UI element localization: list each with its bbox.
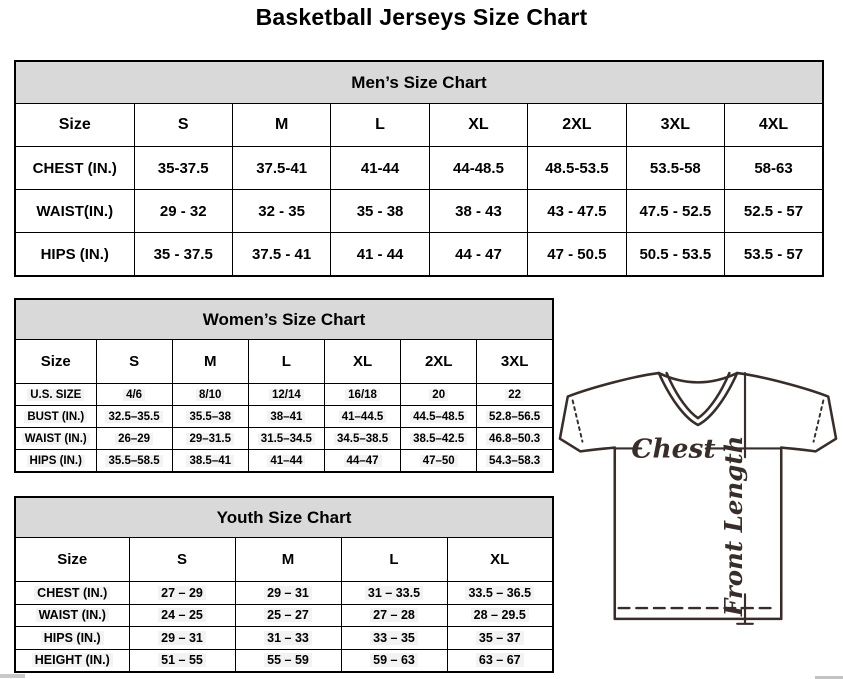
value-cell — [341, 649, 447, 672]
cell-text: 34.5–38.5 — [334, 433, 391, 445]
value-cell — [172, 428, 248, 450]
size-header-cell: S — [96, 340, 172, 384]
cell-text: HIPS (IN.) — [41, 631, 104, 645]
cell-text: 31.5–34.5 — [258, 433, 315, 445]
value-cell: 29 - 32 — [134, 190, 232, 233]
table-title: Men’s Size Chart — [15, 61, 823, 104]
row-label-cell — [15, 450, 96, 473]
value-cell: 48.5-53.5 — [528, 147, 626, 190]
value-cell: 35 - 37.5 — [134, 233, 232, 277]
table-row — [15, 406, 553, 428]
table-row — [15, 604, 553, 627]
front-length-label: Front Length — [719, 435, 749, 617]
jersey-measurement-diagram — [556, 362, 840, 674]
cell-text: WAIST (IN.) — [22, 433, 90, 445]
cell-text: HEIGHT (IN.) — [32, 653, 113, 667]
size-header-cell: Size — [15, 538, 129, 582]
table-row — [15, 384, 553, 406]
cell-text: 31 – 33 — [264, 631, 312, 645]
size-header-cell: Size — [15, 340, 96, 384]
cell-text: 35 – 37 — [476, 631, 524, 645]
value-cell — [447, 604, 553, 627]
size-header-cell: 4XL — [725, 104, 823, 147]
cell-text: 27 – 29 — [158, 586, 206, 600]
value-cell: 47.5 - 52.5 — [626, 190, 724, 233]
size-header-cell: XL — [429, 104, 527, 147]
value-cell — [235, 649, 341, 672]
mens-size-table — [14, 60, 824, 277]
value-cell — [129, 582, 235, 605]
value-cell: 47 - 50.5 — [528, 233, 626, 277]
value-cell — [172, 450, 248, 473]
cell-text: 12/14 — [269, 389, 304, 401]
cell-text: 38.5–41 — [186, 455, 234, 467]
womens-size-table — [14, 298, 554, 473]
value-cell — [235, 582, 341, 605]
horizontal-scrollbar-fragment-left[interactable] — [0, 674, 25, 678]
size-header-cell: Size — [15, 104, 134, 147]
value-cell: 43 - 47.5 — [528, 190, 626, 233]
table-row — [15, 190, 823, 233]
table-title-row — [15, 61, 823, 104]
cell-text: 28 – 29.5 — [471, 608, 529, 622]
cell-text: 35.5–58.5 — [105, 455, 162, 467]
value-cell — [96, 428, 172, 450]
table-row — [15, 233, 823, 277]
cell-text: WAIST (IN.) — [36, 608, 109, 622]
size-header-cell: XL — [324, 340, 400, 384]
value-cell: 38 - 43 — [429, 190, 527, 233]
value-cell: 50.5 - 53.5 — [626, 233, 724, 277]
value-cell — [248, 450, 324, 473]
cell-text: 41–44.5 — [339, 411, 387, 423]
value-cell — [324, 406, 400, 428]
table-row — [15, 450, 553, 473]
size-header-cell: 2XL — [528, 104, 626, 147]
value-cell — [172, 406, 248, 428]
value-cell — [324, 450, 400, 473]
cell-text: 33.5 – 36.5 — [465, 586, 534, 600]
cell-text: BUST (IN.) — [24, 411, 87, 423]
cell-text: 59 – 63 — [370, 653, 418, 667]
value-cell — [235, 627, 341, 650]
value-cell — [324, 428, 400, 450]
value-cell — [341, 604, 447, 627]
cell-text: 32.5–35.5 — [105, 411, 162, 423]
size-header-row — [15, 340, 553, 384]
page-title: Basketball Jerseys Size Chart — [255, 4, 588, 30]
row-label-cell — [15, 428, 96, 450]
cell-text: 47–50 — [420, 455, 458, 467]
value-cell — [235, 604, 341, 627]
value-cell — [129, 604, 235, 627]
cell-text: 35.5–38 — [186, 411, 234, 423]
size-header-cell: M — [232, 104, 330, 147]
value-cell — [96, 406, 172, 428]
cell-text: 41–44 — [267, 455, 305, 467]
jersey-outline — [560, 373, 836, 619]
value-cell — [401, 384, 477, 406]
cell-text: U.S. SIZE — [27, 389, 84, 401]
value-cell: 35 - 38 — [331, 190, 429, 233]
value-cell: 53.5 - 57 — [725, 233, 823, 277]
cell-text: 38–41 — [267, 411, 305, 423]
value-cell — [248, 406, 324, 428]
table-row — [15, 627, 553, 650]
value-cell: 44 - 47 — [429, 233, 527, 277]
table-row — [15, 147, 823, 190]
value-cell: 41-44 — [331, 147, 429, 190]
value-cell — [129, 627, 235, 650]
cell-text: 26–29 — [115, 433, 153, 445]
cell-text: 33 – 35 — [370, 631, 418, 645]
cell-text: 29–31.5 — [186, 433, 234, 445]
size-header-cell: S — [134, 104, 232, 147]
value-cell: 52.5 - 57 — [725, 190, 823, 233]
size-header-cell: 3XL — [477, 340, 553, 384]
value-cell — [401, 450, 477, 473]
size-header-cell: 3XL — [626, 104, 724, 147]
row-label-cell — [15, 582, 129, 605]
cell-text: 4/6 — [123, 389, 145, 401]
table-title: Women’s Size Chart — [15, 299, 553, 340]
size-header-cell: S — [129, 538, 235, 582]
value-cell — [401, 406, 477, 428]
value-cell — [401, 428, 477, 450]
cell-text: 22 — [505, 389, 524, 401]
value-cell — [129, 649, 235, 672]
table-row — [15, 649, 553, 672]
value-cell — [248, 384, 324, 406]
value-cell — [447, 627, 553, 650]
cell-text: 55 – 59 — [264, 653, 312, 667]
value-cell: 32 - 35 — [232, 190, 330, 233]
cell-text: 52.8–56.5 — [486, 411, 543, 423]
value-cell — [96, 384, 172, 406]
cell-text: 44.5–48.5 — [410, 411, 467, 423]
cell-text: 25 – 27 — [264, 608, 312, 622]
cell-text: 27 – 28 — [370, 608, 418, 622]
table-title-row — [15, 497, 553, 538]
cell-text: 16/18 — [345, 389, 380, 401]
cell-text: 8/10 — [196, 389, 224, 401]
table-row — [15, 582, 553, 605]
cell-text: 51 – 55 — [158, 653, 206, 667]
cell-text: 44–47 — [344, 455, 382, 467]
value-cell: 44-48.5 — [429, 147, 527, 190]
size-header-cell: 2XL — [401, 340, 477, 384]
cell-text: CHEST (IN.) — [34, 586, 110, 600]
row-label-cell — [15, 627, 129, 650]
cell-text: HIPS (IN.) — [27, 455, 85, 467]
cell-text: 46.8–50.3 — [486, 433, 543, 445]
value-cell: 35-37.5 — [134, 147, 232, 190]
value-cell: 58-63 — [725, 147, 823, 190]
cell-text: 29 – 31 — [264, 586, 312, 600]
cell-text: 38.5–42.5 — [410, 433, 467, 445]
chest-label: Chest — [631, 433, 716, 465]
value-cell — [447, 582, 553, 605]
size-header-row — [15, 104, 823, 147]
value-cell: 53.5-58 — [626, 147, 724, 190]
cell-text: 29 – 31 — [158, 631, 206, 645]
row-label-cell — [15, 406, 96, 428]
size-header-cell: L — [248, 340, 324, 384]
value-cell — [477, 428, 553, 450]
value-cell — [447, 649, 553, 672]
right-cuff-dashed-line — [814, 400, 824, 441]
cell-text: 24 – 25 — [158, 608, 206, 622]
value-cell — [172, 384, 248, 406]
size-header-cell: L — [331, 104, 429, 147]
size-header-row — [15, 538, 553, 582]
youth-size-table — [14, 496, 554, 673]
size-header-cell: M — [235, 538, 341, 582]
value-cell — [248, 428, 324, 450]
row-label-cell — [15, 649, 129, 672]
row-label-cell: WAIST(IN.) — [15, 190, 134, 233]
value-cell — [324, 384, 400, 406]
row-label-cell: CHEST (IN.) — [15, 147, 134, 190]
table-row — [15, 428, 553, 450]
value-cell: 37.5 - 41 — [232, 233, 330, 277]
cell-text: 63 – 67 — [476, 653, 524, 667]
value-cell — [477, 450, 553, 473]
row-label-cell: HIPS (IN.) — [15, 233, 134, 277]
cell-text: 31 – 33.5 — [365, 586, 423, 600]
size-header-cell: M — [172, 340, 248, 384]
row-label-cell — [15, 384, 96, 406]
row-label-cell — [15, 604, 129, 627]
value-cell — [341, 627, 447, 650]
cell-text: 20 — [429, 389, 448, 401]
size-header-cell: XL — [447, 538, 553, 582]
table-title: Youth Size Chart — [15, 497, 553, 538]
size-header-cell: L — [341, 538, 447, 582]
table-title-row — [15, 299, 553, 340]
cell-text: 54.3–58.3 — [486, 455, 543, 467]
value-cell: 41 - 44 — [331, 233, 429, 277]
value-cell — [477, 384, 553, 406]
value-cell — [96, 450, 172, 473]
value-cell — [341, 582, 447, 605]
left-cuff-dashed-line — [573, 400, 583, 441]
value-cell: 37.5-41 — [232, 147, 330, 190]
value-cell — [477, 406, 553, 428]
